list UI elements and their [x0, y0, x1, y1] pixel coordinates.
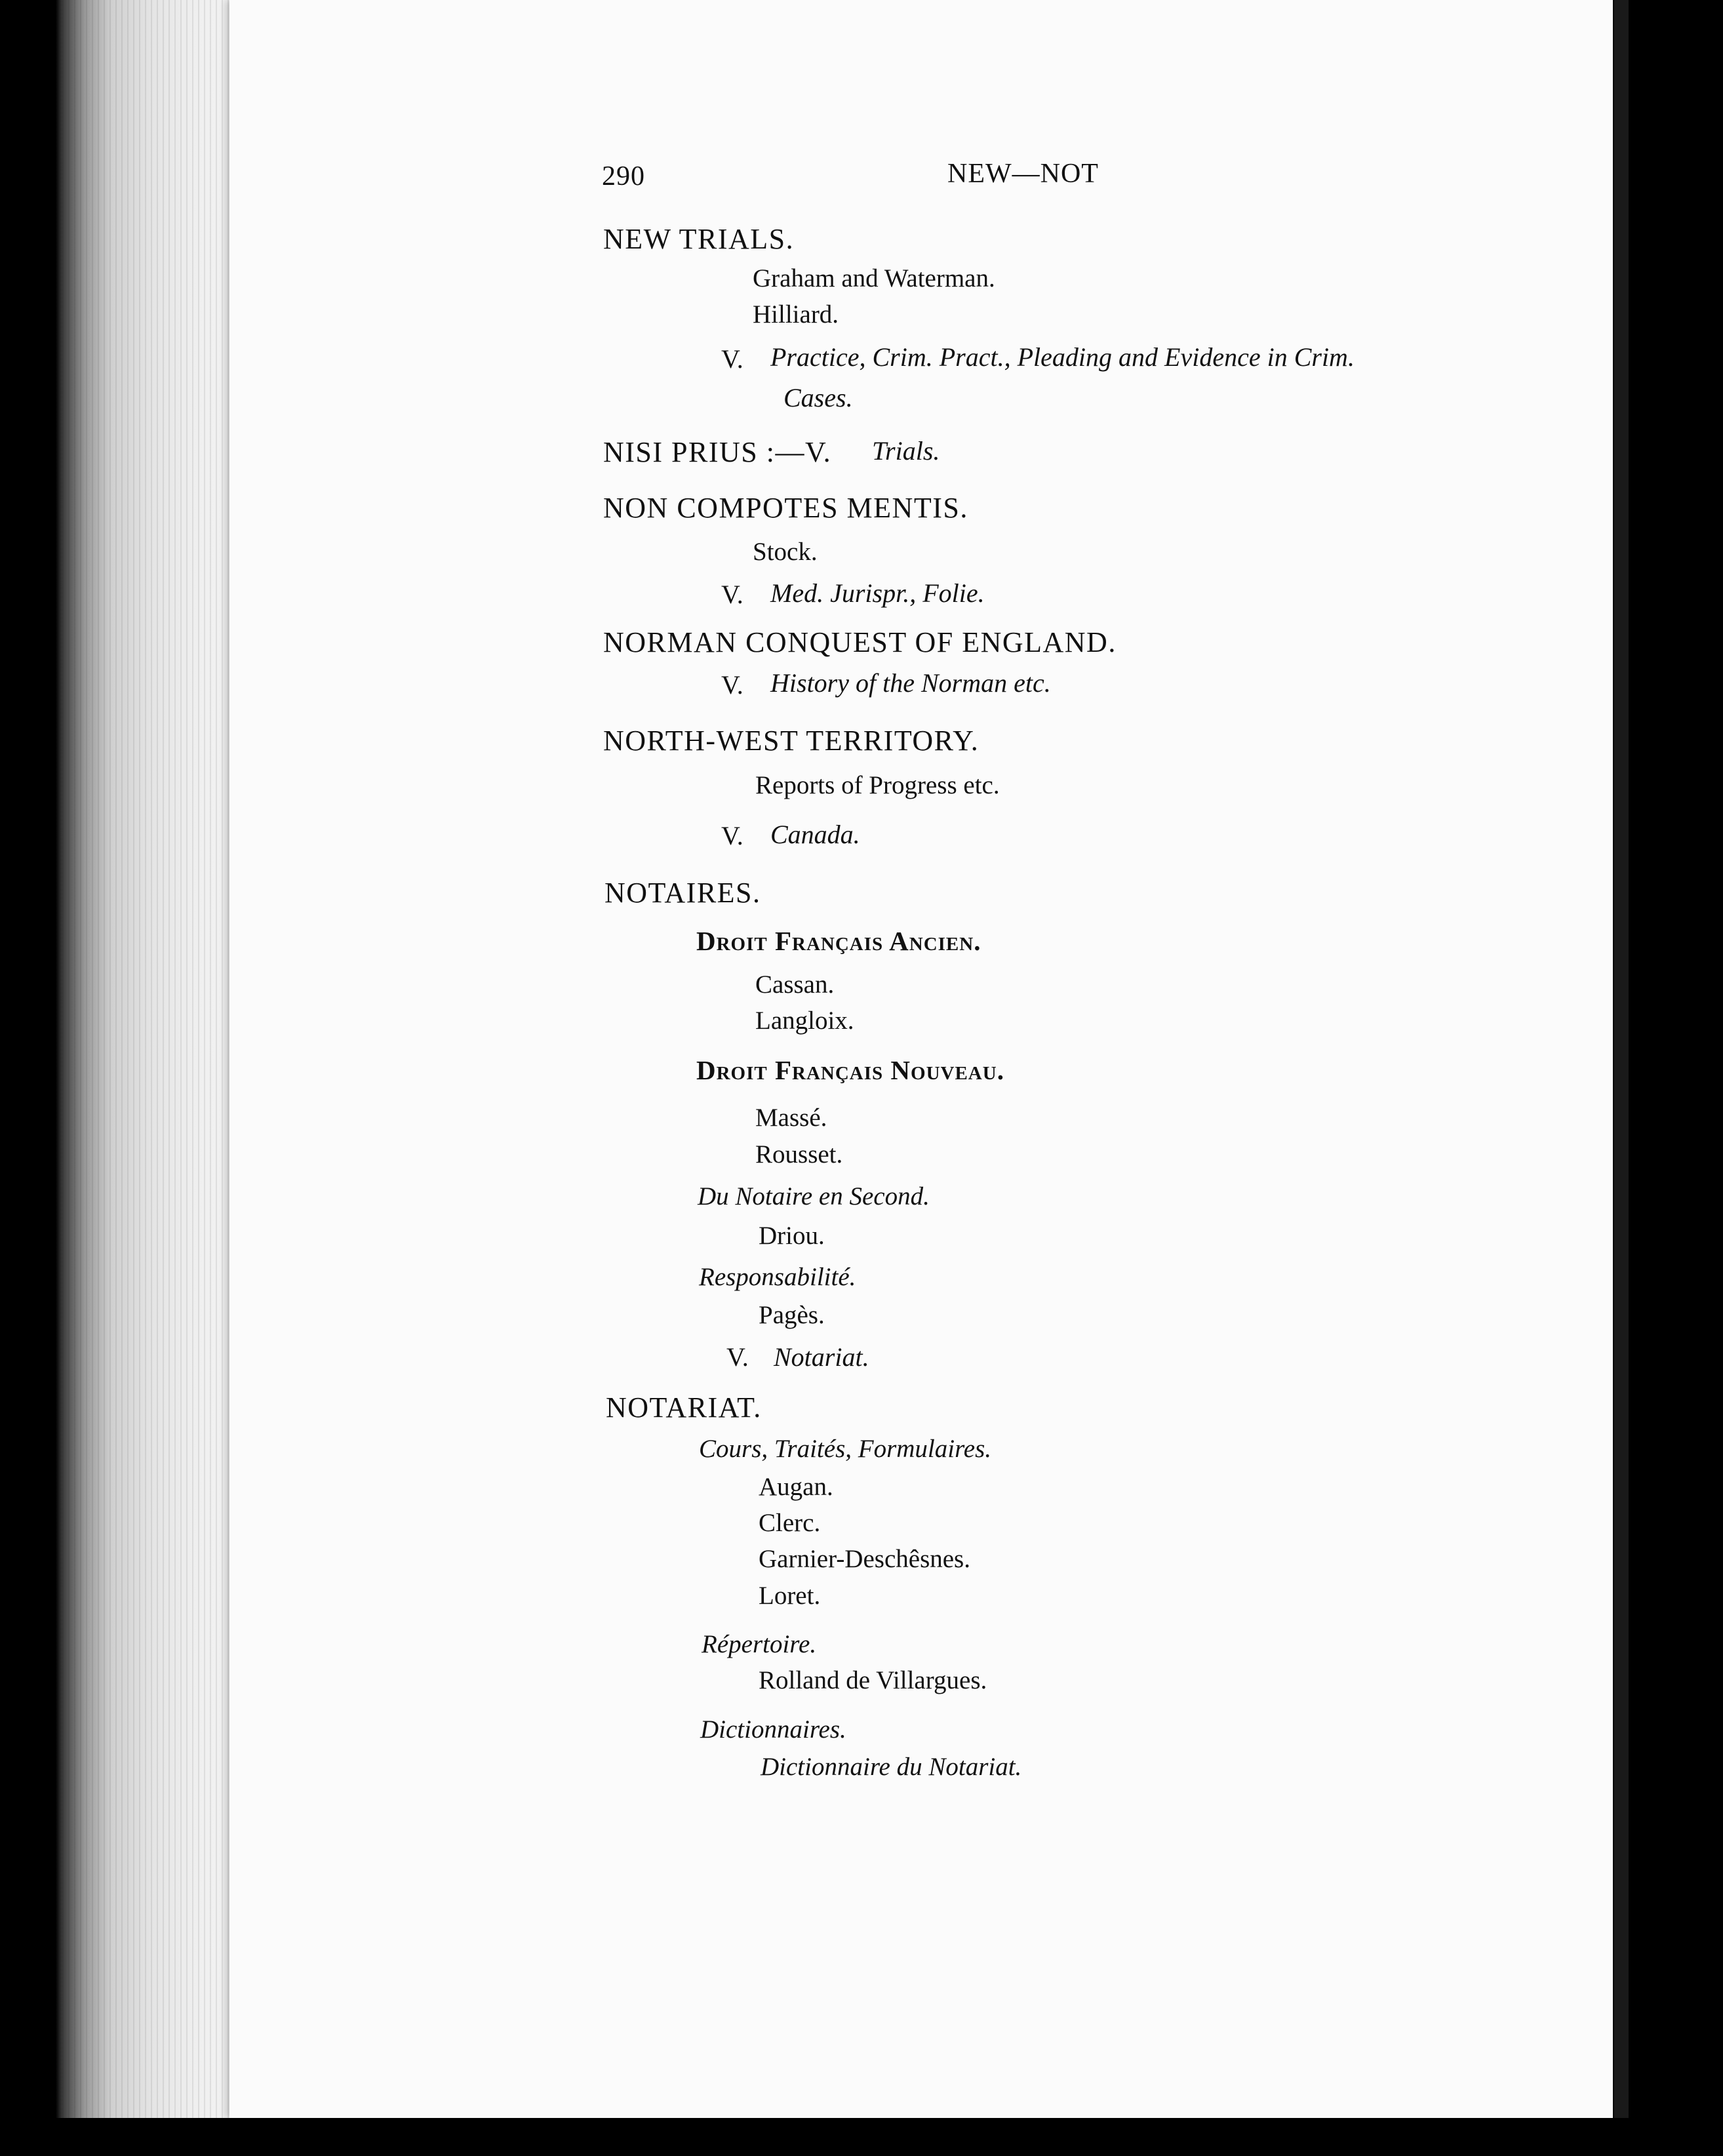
author-entry: Pagès. — [759, 1301, 825, 1329]
running-head: NEW—NOT — [947, 159, 1099, 189]
see-also-marker: V. — [721, 580, 743, 609]
right-page-edge — [1614, 0, 1629, 2156]
author-entry: Graham and Waterman. — [753, 264, 995, 292]
author-entry: Dictionnaire du Notariat. — [761, 1753, 1022, 1781]
see-also-marker: V. — [721, 344, 743, 374]
heading-norman-conquest: NORMAN CONQUEST OF ENGLAND. — [603, 626, 1117, 658]
page-edges — [62, 0, 236, 2156]
section-title: Droit Français Ancien. — [696, 926, 981, 956]
see-also-marker: V. — [721, 821, 743, 850]
see-also-reference: History of the Norman etc. — [770, 668, 1051, 698]
heading-north-west-territory: NORTH-WEST TERRITORY. — [603, 725, 980, 757]
section-title: Répertoire. — [702, 1630, 817, 1658]
page-number: 290 — [602, 161, 645, 191]
heading-non-compotes-mentis: NON COMPOTES MENTIS. — [603, 492, 968, 524]
heading-nisi-prius: NISI PRIUS :—V. — [603, 436, 832, 468]
section-title: Responsabilité. — [699, 1263, 856, 1291]
heading-notariat: NOTARIAT. — [606, 1391, 762, 1424]
section-title: Cours, Traités, Formulaires. — [699, 1435, 992, 1463]
see-also-reference: Med. Jurispr., Folie. — [770, 578, 985, 608]
see-also-marker: V. — [726, 1342, 749, 1372]
see-also-reference: Canada. — [770, 820, 860, 849]
author-entry: Augan. — [759, 1473, 833, 1501]
author-entry: Langloix. — [755, 1007, 854, 1035]
see-also-reference: Trials. — [872, 436, 940, 466]
heading-notaires: NOTAIRES. — [604, 877, 761, 909]
author-entry: Hilliard. — [753, 300, 839, 329]
right-border — [1613, 0, 1723, 2156]
author-entry: Reports of Progress etc. — [755, 771, 1000, 799]
see-also-reference: Cases. — [783, 383, 853, 412]
section-title: Droit Français Nouveau. — [696, 1055, 1004, 1085]
see-also-marker: V. — [721, 670, 743, 700]
section-title: Dictionnaires. — [700, 1715, 846, 1744]
author-entry: Loret. — [759, 1582, 821, 1610]
author-entry: Clerc. — [759, 1509, 821, 1537]
section-title: Du Notaire en Second. — [698, 1182, 930, 1210]
heading-new-trials: NEW TRIALS. — [603, 223, 795, 255]
author-entry: Driou. — [759, 1222, 825, 1250]
author-entry: Garnier-Deschêsnes. — [759, 1545, 970, 1573]
author-entry: Rolland de Villargues. — [759, 1666, 987, 1694]
see-also-reference: Practice, Crim. Pract., Pleading and Evidence in Crim. — [770, 342, 1355, 372]
bottom-border — [0, 2118, 1723, 2156]
author-entry: Massé. — [755, 1104, 827, 1132]
author-entry: Rousset. — [755, 1140, 843, 1168]
author-entry: Stock. — [753, 538, 818, 566]
see-also-reference: Notariat. — [774, 1342, 869, 1372]
author-entry: Cassan. — [755, 970, 835, 999]
